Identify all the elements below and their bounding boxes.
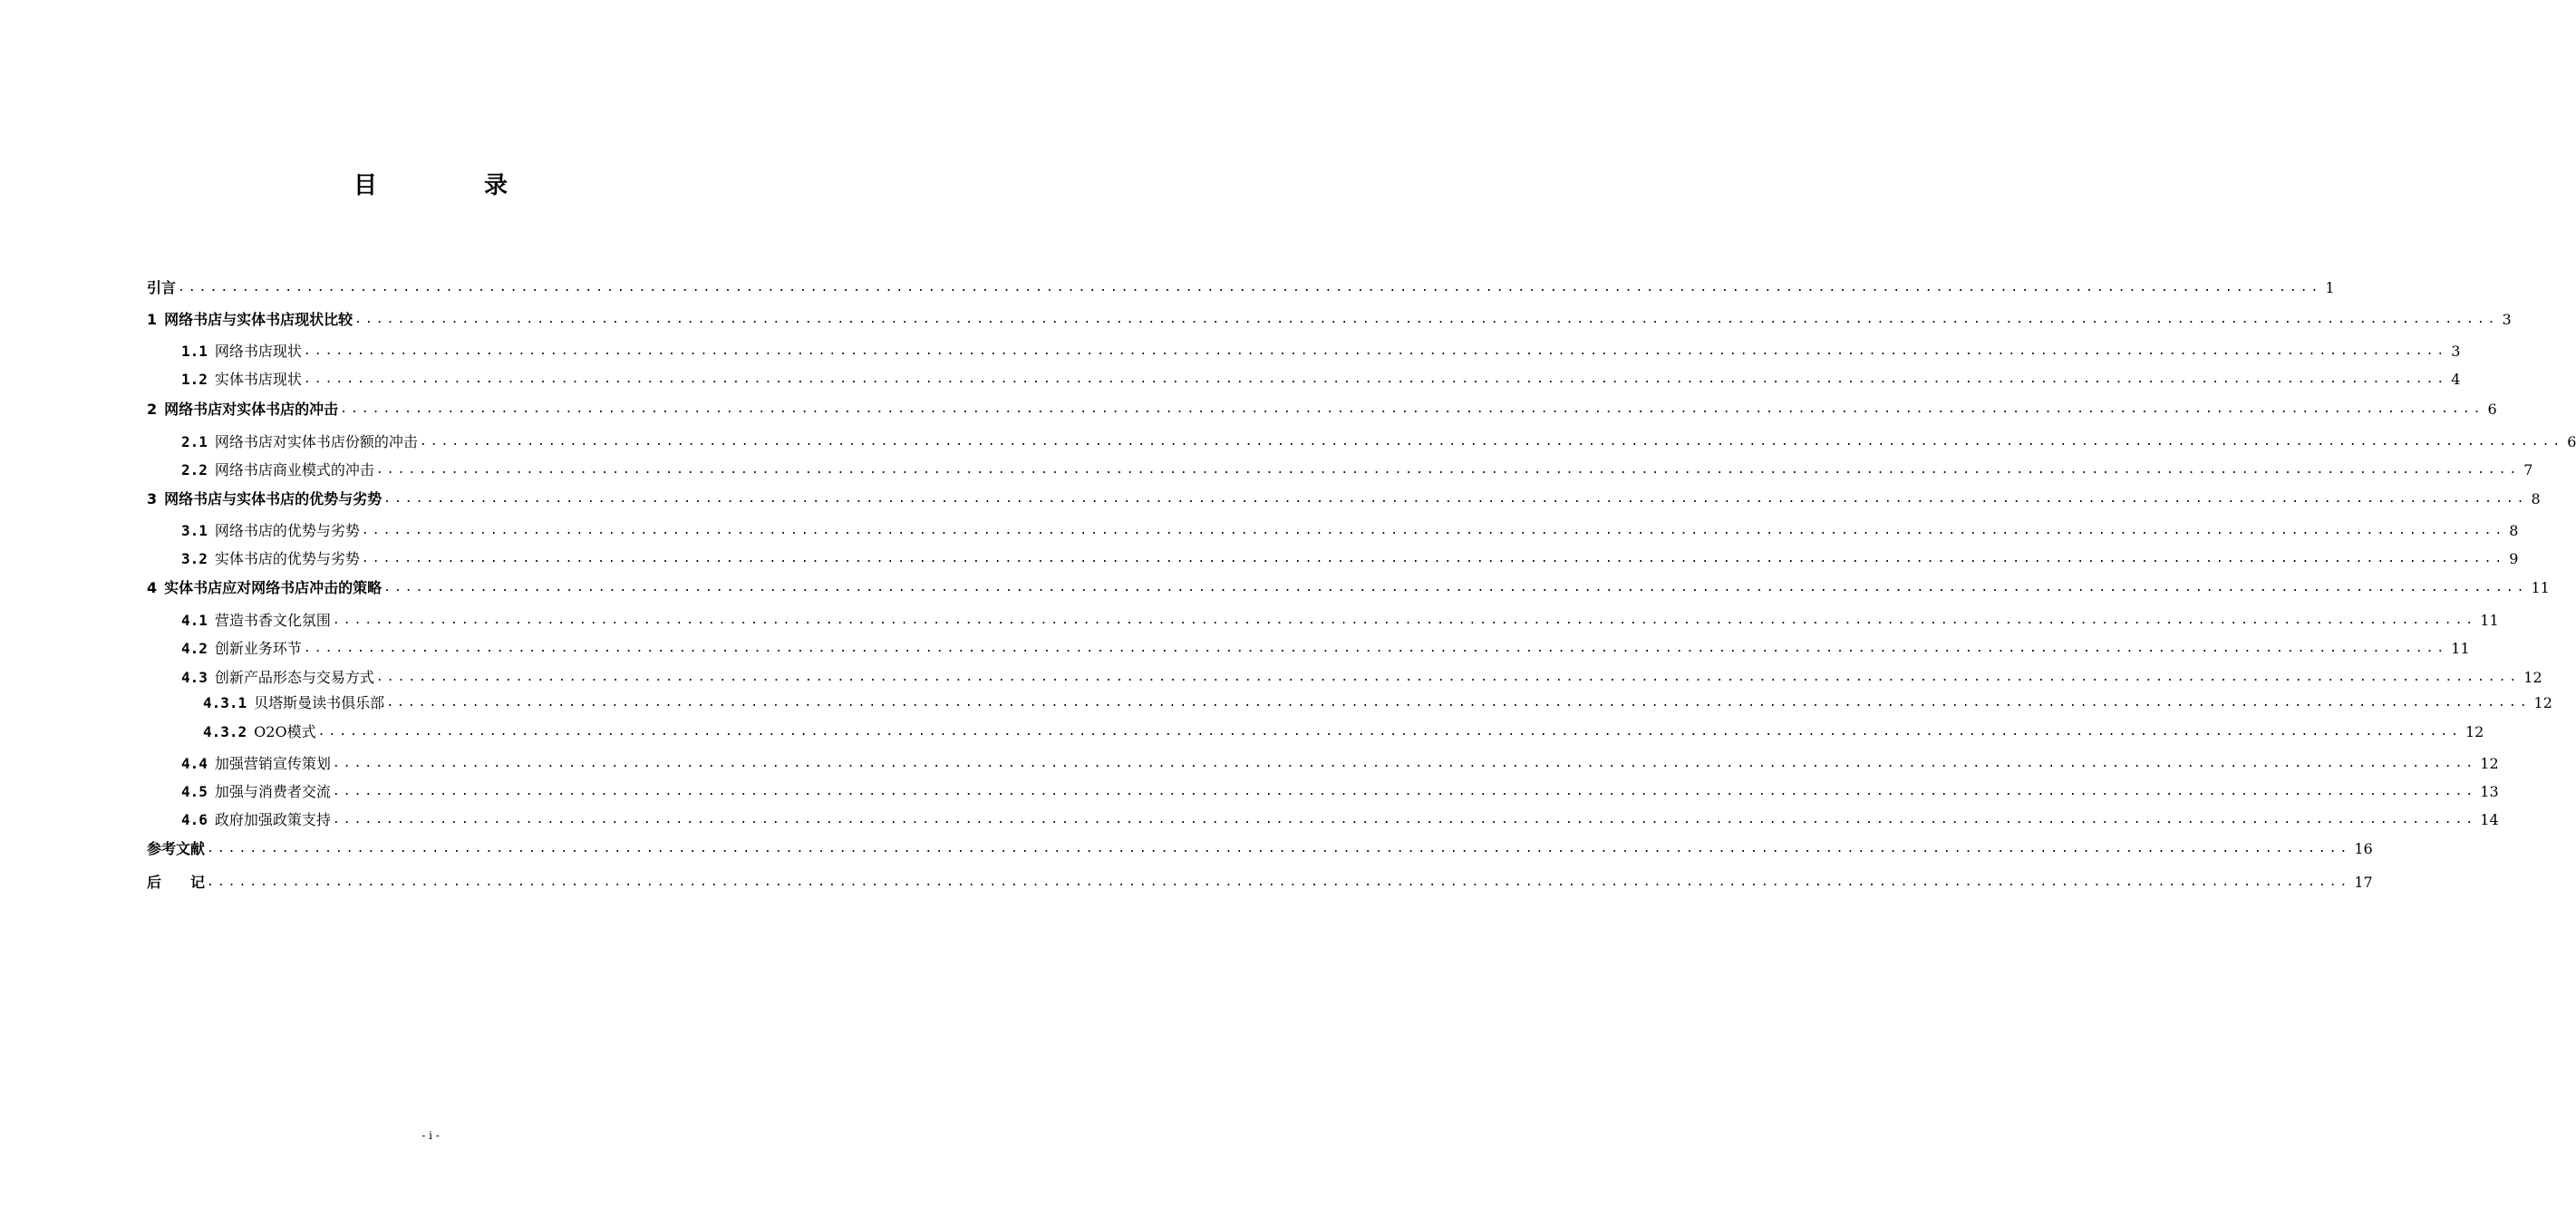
toc-leader-dots: ........................................................................................................................................................................................................ [386, 696, 2531, 710]
toc-leader-dots: ........................................................................................................................................................................................................ [207, 842, 2351, 856]
toc-entry-page: 11 [2531, 579, 2550, 596]
toc-entry-number: 4.4 [181, 755, 208, 772]
toc-leader-dots: ........................................................................................................................................................................................................ [332, 757, 2477, 770]
toc-entry[interactable] [147, 575, 2550, 597]
toc-entry[interactable] [181, 636, 2470, 658]
toc-entry-label: 创新业务环节 [214, 640, 302, 657]
toc-entry[interactable] [147, 307, 2512, 329]
toc-entry-label: 网络书店的优势与劣势 [214, 522, 360, 539]
toc-leader-dots: ........................................................................................................................................................................................................ [419, 435, 2564, 449]
toc-entry-page: 16 [2354, 840, 2373, 857]
toc-entry-label: 网络书店与实体书店现状比较 [164, 311, 353, 328]
toc-entry[interactable] [147, 870, 2373, 892]
toc-entry[interactable] [147, 487, 2541, 508]
toc-entry[interactable] [181, 518, 2519, 540]
toc-entry-label: 实体书店的优势与劣势 [214, 550, 360, 567]
toc-entry-number: 1.2 [181, 371, 208, 388]
toc-entry-label: 加强营销宣传策划 [214, 755, 331, 772]
toc-entry-page: 7 [2523, 461, 2533, 478]
toc-entry[interactable] [147, 836, 2373, 858]
toc-entry-page: 14 [2480, 811, 2499, 828]
toc-entry-page: 11 [2451, 640, 2470, 657]
toc-entry-label: 网络书店现状 [214, 343, 302, 360]
toc-entry-page: 13 [2480, 783, 2499, 800]
toc-entry-page: 6 [2487, 401, 2497, 418]
toc-entry-label: 网络书店对实体书店份额的冲击 [214, 433, 418, 450]
toc-entry-page: 12 [2465, 723, 2484, 740]
toc-entry-number: 4.5 [181, 783, 208, 800]
page-footer: - i - [421, 1129, 440, 1142]
toc-entry-page: 12 [2533, 694, 2552, 711]
toc-entry-page: 4 [2451, 371, 2461, 388]
toc-entry[interactable] [181, 339, 2461, 361]
toc-entry[interactable] [181, 779, 2499, 801]
toc-entry-number: 3 [147, 490, 158, 508]
toc-entry-label: O2O模式 [254, 723, 316, 740]
toc-entry-number: 2.1 [181, 433, 208, 450]
toc-entry[interactable] [181, 608, 2499, 630]
toc-entry-label: 网络书店商业模式的冲击 [214, 461, 374, 478]
toc-entry[interactable] [203, 720, 2484, 741]
toc-leader-dots: ........................................................................................................................................................................................................ [354, 313, 2499, 326]
toc-entry-number: 3.1 [181, 522, 208, 539]
toc-entry[interactable] [181, 458, 2533, 479]
toc-entry[interactable] [203, 691, 2552, 712]
toc-entry-page: 1 [2325, 279, 2335, 296]
toc-entry-page: 11 [2480, 612, 2499, 629]
toc-entry-number: 4.3.1 [203, 694, 247, 711]
toc-leader-dots: ........................................................................................................................................................................................................ [303, 642, 2448, 655]
toc-entry-page: 9 [2509, 550, 2519, 567]
toc-leader-dots: ........................................................................................................................................................................................................ [383, 492, 2528, 506]
toc-entry-number: 4.3.2 [203, 723, 247, 740]
toc-entry-number: 4.1 [181, 612, 208, 629]
toc-leader-dots: ........................................................................................................................................................................................................ [178, 281, 2322, 295]
toc-leader-dots: ........................................................................................................................................................................................................ [375, 463, 2521, 477]
toc-leader-dots: ........................................................................................................................................................................................................ [361, 524, 2506, 537]
toc-entry-number: 4.6 [181, 811, 208, 828]
toc-leader-dots: ........................................................................................................................................................................................................ [340, 402, 2484, 416]
toc-leader-dots: ........................................................................................................................................................................................................ [207, 875, 2351, 889]
toc-entry-page: 8 [2509, 522, 2519, 539]
toc-entry-number: 1.1 [181, 343, 208, 360]
toc-entry[interactable] [181, 367, 2461, 389]
toc-entry-page: 3 [2502, 311, 2512, 328]
toc-entry[interactable] [181, 751, 2499, 773]
toc-entry[interactable] [147, 276, 2335, 297]
toc-entry-page: 17 [2354, 874, 2373, 891]
toc-leader-dots: ........................................................................................................................................................................................................ [375, 671, 2521, 684]
toc-entry-number: 2 [147, 401, 158, 418]
toc-entry[interactable] [181, 430, 2576, 451]
toc-entry-label: 引言 [147, 279, 177, 296]
toc-entry-number: 1 [147, 311, 158, 328]
toc-entry-number: 4.2 [181, 640, 208, 657]
toc-entry-page: 12 [2480, 755, 2499, 772]
toc-entry-label: 实体书店应对网络书店冲击的策略 [164, 579, 383, 596]
toc-leader-dots: ........................................................................................................................................................................................................ [303, 344, 2448, 358]
toc-entry-page: 8 [2531, 490, 2541, 508]
toc-entry-label: 加强与消费者交流 [214, 783, 331, 800]
toc-entry-label: 参考文献 [147, 840, 206, 857]
toc-entry-label: 政府加强政策支持 [214, 811, 331, 828]
toc-leader-dots: ........................................................................................................................................................................................................ [332, 614, 2477, 627]
toc-leader-dots: ........................................................................................................................................................................................................ [332, 785, 2477, 798]
toc-entry-page: 3 [2451, 343, 2461, 360]
toc-entry-number: 4.3 [181, 669, 208, 686]
toc-title: 目 录 [353, 172, 549, 199]
toc-entry-number: 3.2 [181, 550, 208, 567]
toc-entry[interactable] [147, 397, 2497, 419]
toc-entry[interactable] [181, 807, 2499, 829]
toc-entry-label: 后 记 [147, 874, 206, 891]
toc-leader-dots: ........................................................................................................................................................................................................ [332, 813, 2477, 826]
toc-leader-dots: ........................................................................................................................................................................................................ [317, 725, 2462, 739]
toc-entry[interactable] [181, 546, 2519, 568]
toc-leader-dots: ........................................................................................................................................................................................................ [303, 372, 2448, 386]
toc-entry-label: 创新产品形态与交易方式 [214, 669, 374, 686]
toc-entry-label: 网络书店与实体书店的优势与劣势 [164, 490, 383, 508]
toc-entry-label: 营造书香文化氛围 [214, 612, 331, 629]
toc-entry-page: 12 [2523, 669, 2542, 686]
toc-leader-dots: ........................................................................................................................................................................................................ [361, 552, 2506, 566]
toc-entry-label: 贝塔斯曼读书俱乐部 [254, 694, 385, 711]
toc-entry-number: 2.2 [181, 461, 208, 478]
toc-entry-number: 4 [147, 579, 158, 596]
toc-entry-page: 6 [2567, 433, 2576, 450]
toc-entry[interactable] [181, 665, 2542, 687]
toc-entry-label: 实体书店现状 [214, 371, 302, 388]
toc-leader-dots: ........................................................................................................................................................................................................ [383, 581, 2528, 594]
toc-entry-label: 网络书店对实体书店的冲击 [164, 401, 339, 418]
